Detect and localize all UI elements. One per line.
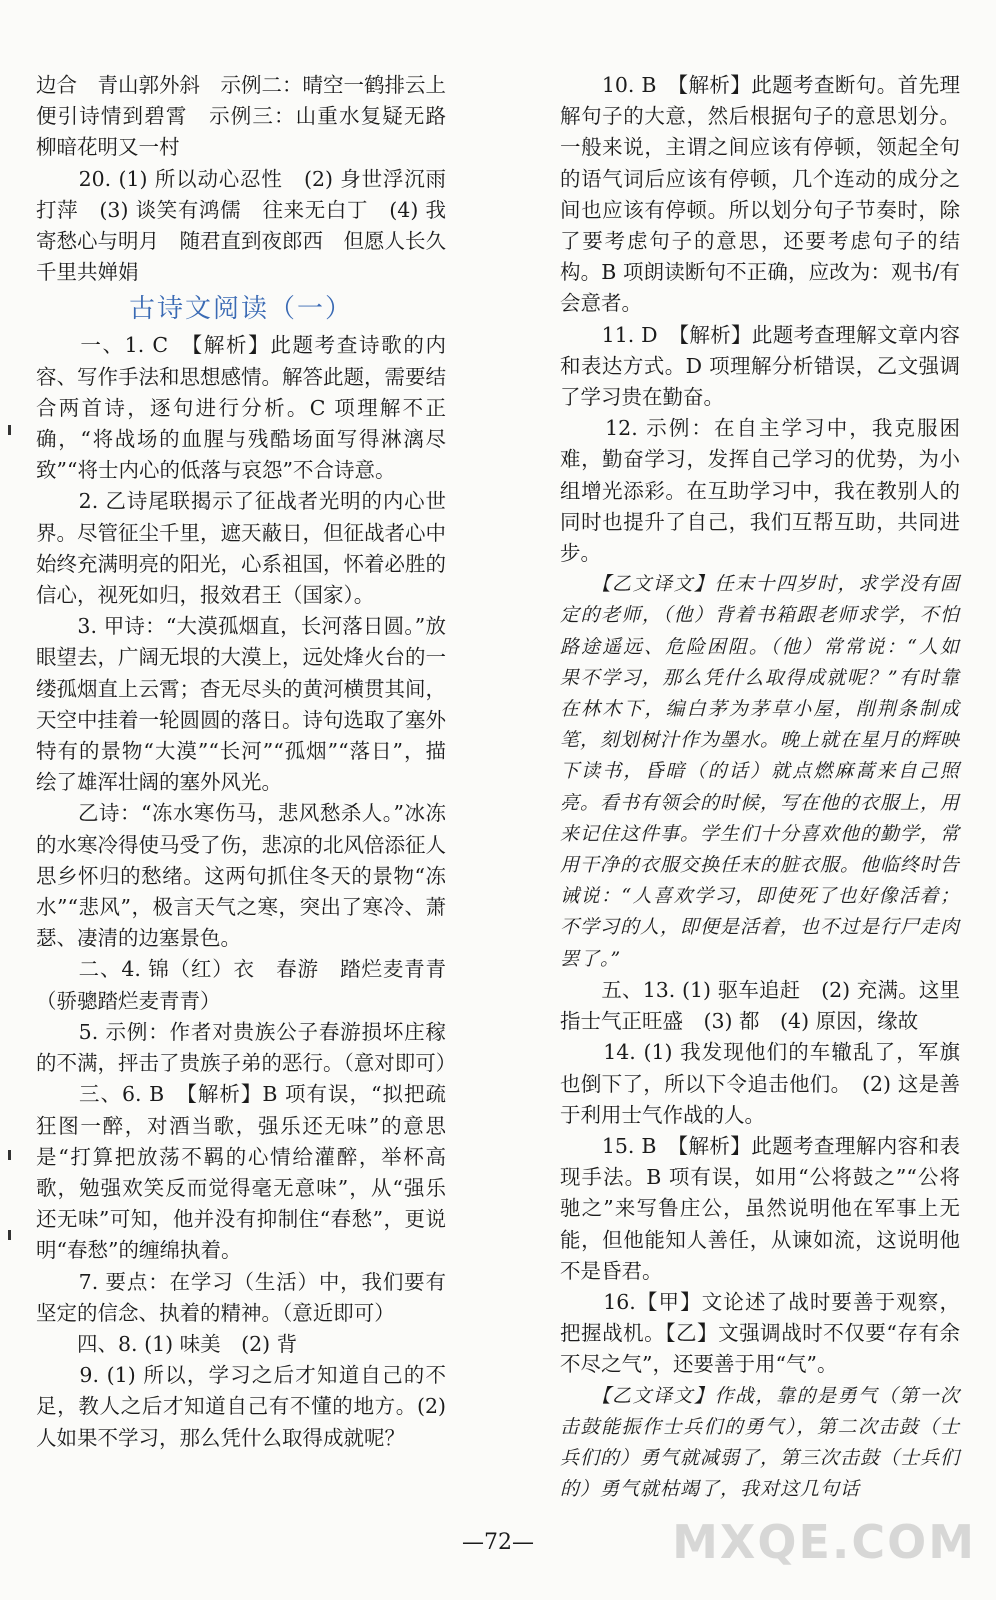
watermark: MXQE.COM [672, 1515, 976, 1569]
paragraph: 三、6. B 【解析】B 项有误，“拟把疏狂图一醉，对酒当歌，强乐还无味”的意思是“打算把放荡不羁的心情给灌醉，举杯高歌，勉强欢笑反而觉得毫无意味”，从“强乐还无味”可知，他并没有抑制住“春愁”，更说明“春愁”的缠绵执着。 [36, 1082, 446, 1263]
paragraph: 16.【甲】文论述了战时要善于观察，把握战机。【乙】文强调战时不仅要“存有余不尽之气”，还要善于用“气”。 [560, 1289, 960, 1377]
margin-mark [8, 1230, 11, 1240]
paragraph: 五、13. (1) 驱车追赶 (2) 充满。这里指士气正旺盛 (3) 都 (4) 原因，缘故 [560, 977, 960, 1034]
left-column [36, 70, 467, 1454]
right-column [560, 70, 960, 1505]
paragraph: 边合 青山郭外斜 示例二：晴空一鹤排云上 便引诗情到碧霄 示例三：山重水复疑无路 柳暗花明又一村 [36, 73, 467, 160]
paragraph: 10. B 【解析】此题考查断句。首先理解句子的大意，然后根据句子的意思划分。一般来说，主谓之间应该有停顿，领起全句的语气词后应该有停顿，几个连动的成分之间也应该有停顿。所以划分句子节奏时，除了要考虑句子的意思，还要考虑句子的结构。B 项朗读断句不正确，应改为：观书/有会意者。 [560, 73, 960, 316]
margin-mark [8, 1150, 11, 1160]
paragraph: 7. 要点：在学习（生活）中，我们要有坚定的信念、执着的精神。（意近即可） [36, 1269, 446, 1325]
paragraph: 3. 甲诗：“大漠孤烟直，长河落日圆。”放眼望去，广阔无垠的大漠上，远处烽火台的一缕孤烟直上云霄；杳无尽头的黄河横贯其间，天空中挂着一轮圆圆的落日。诗句选取了塞外特有的景物“大漠”“长河”“孤烟”“落日”，描绘了雄浑壮阔的塞外风光。 [36, 614, 446, 795]
page-number: —72— [462, 1530, 534, 1555]
section-title: 古诗文阅读（一） [128, 294, 353, 325]
paragraph: 5. 示例：作者对贵族公子春游损坏庄稼的不满，抨击了贵族子弟的恶行。（意对即可） [36, 1019, 457, 1076]
paragraph: 20. (1) 所以动心忍性 (2) 身世浮沉雨打萍 (3) 谈笑有鸿儒 往来无白丁 (4) 我寄愁心与明月 随君直到夜郎西 但愿人长久 千里共婵娟 [36, 166, 467, 285]
paragraph: 乙诗：“冻水寒伤马，悲风愁杀人。”冰冻的水寒冷得使马受了伤，悲凉的北风倍添征人思乡怀归的愁绪。这两句抓住冬天的景物“冻水”“悲风”，极言天气之寒，突出了寒冷、萧瑟、凄清的边塞景色。 [36, 801, 446, 951]
translation-block: 【乙文译文】作战，靠的是勇气（第一次击鼓能振作士兵们的勇气），第二次击鼓（士兵们的）勇气就减弱了，第三次击鼓（士兵们的）勇气就枯竭了，我对这几句话 [560, 1384, 961, 1501]
paragraph: 15. B 【解析】此题考查理解内容和表现手法。B 项有误，如用“公将鼓之”“公将驰之”来写鲁庄公，虽然说明他在军事上无能，但他能知人善任，从谏如流，这说明他不是昏君。 [560, 1133, 960, 1283]
paragraph: 14. (1) 我发现他们的车辙乱了，军旗也倒下了，所以下令追击他们。 (2) 这是善于利用士气作战的人。 [560, 1040, 960, 1127]
paragraph: 四、8. (1) 味美 (2) 背 [36, 1331, 298, 1356]
paragraph: 二、4. 锦（红）衣 春游 踏烂麦青青（骄骢踏烂麦青青） [36, 957, 446, 1013]
paragraph: 一、1. C 【解析】此题考查诗歌的内容、写作手法和思想感情。解答此题，需要结合两首诗，逐句进行分析。C 项理解不正确，“将战场的血腥与残酷场面写得淋漓尽致”“将士内心的低落与哀怨”不合诗意。 [36, 333, 446, 483]
paragraph: 9. (1) 所以，学习之后才知道自己的不足，教人之后才知道自己有不懂的地方。(2) 人如果不学习，那么凭什么取得成就呢？ [36, 1363, 446, 1450]
translation-block: 【乙文译文】任末十四岁时，求学没有固定的老师，（他）背着书箱跟老师求学，不怕路途遥远、危险困阻。（他）常常说：“人如果不学习，那么凭什么取得成就呢？”有时靠在林木下，编白茅为茅草小屋，削荆条制成笔，刻划树汁作为墨水。晚上就在星月的辉映下读书，昏暗（的话）就点燃麻蒿来自己照亮。看书有领会的时候，写在他的衣服上，用来记住这件事。学生们十分喜欢他的勤学，常用干净的衣服交换任末的脏衣服。他临终时告诫说：“人喜欢学习，即使死了也好像活着；不学习的人，即便是活着，也不过是行尸走肉罢了。” [560, 573, 961, 970]
margin-mark [8, 425, 11, 435]
paragraph: 2. 乙诗尾联揭示了征战者光明的内心世界。尽管征尘千里，遮天蔽日，但征战者心中始终充满明亮的阳光，心系祖国，怀着必胜的信心，视死如归，报效君王（国家）。 [36, 489, 446, 608]
paragraph: 12. 示例：在自主学习中，我克服困难，勤奋学习，发挥自己学习的优势，为小组增光添彩。在互助学习中，我在教别人的同时也提升了自己，我们互帮互助，共同进步。 [560, 416, 960, 566]
paragraph: 11. D 【解析】此题考查理解文章内容和表达方式。D 项理解分析错误，乙文强调了学习贵在勤奋。 [560, 322, 960, 410]
